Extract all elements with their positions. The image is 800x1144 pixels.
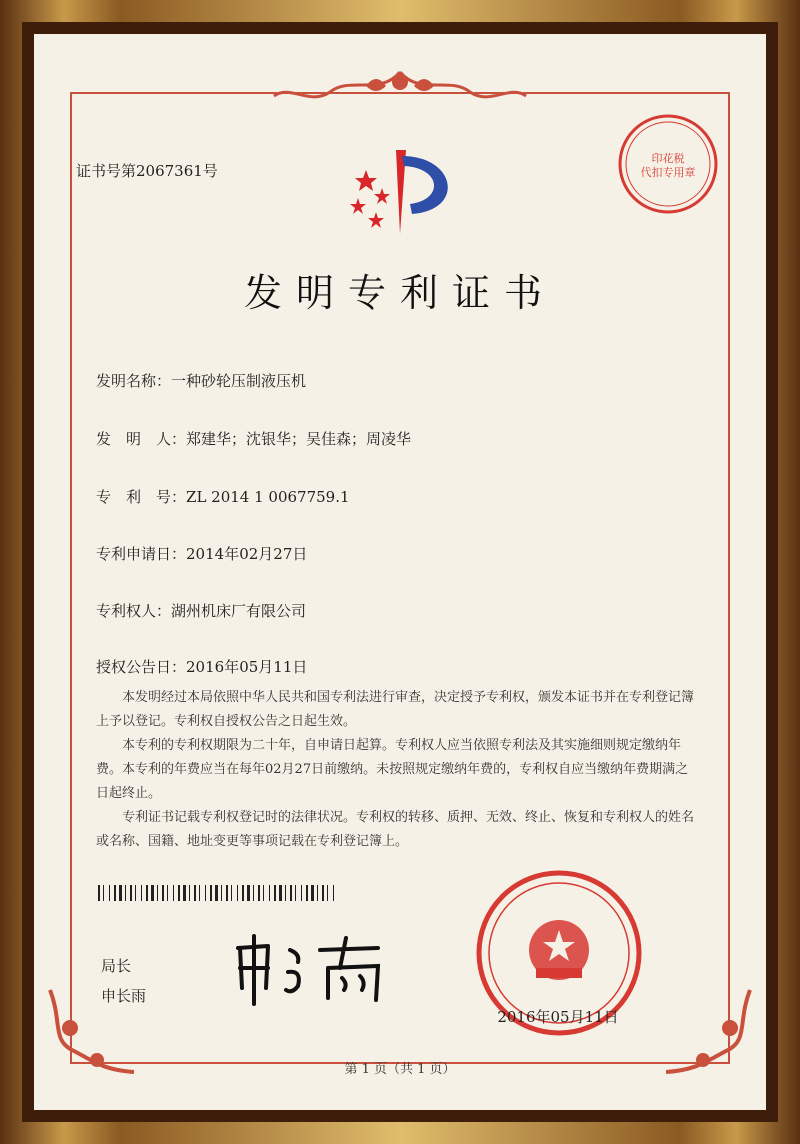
page-footer: 第 1 页（共 1 页） xyxy=(344,1062,456,1077)
field-value: 2014年02月27日 xyxy=(186,545,308,563)
field-label: 发明名称： xyxy=(96,372,172,390)
page-title: 发明专利证书 xyxy=(243,271,556,315)
field-inventors xyxy=(96,428,411,449)
director-title: 局长 xyxy=(101,957,132,975)
top-ornament-icon xyxy=(270,66,530,110)
field-patentee xyxy=(96,600,306,621)
field-patent-number xyxy=(96,486,350,507)
field-label: 发 明 人： xyxy=(96,430,187,448)
field-label: 授权公告日： xyxy=(96,658,187,676)
field-value: 郑建华；沈银华；吴佳森；周凌华 xyxy=(186,430,412,448)
svg-text:印花税: 印花税 xyxy=(651,152,685,165)
field-label: 专利申请日： xyxy=(96,545,187,563)
field-value: 湖州机床厂有限公司 xyxy=(171,602,307,620)
field-label: 专利权人： xyxy=(96,602,172,620)
field-label: 专 利 号： xyxy=(96,488,187,506)
field-invention-name xyxy=(96,370,306,391)
body-paragraph: 本专利的专利权期限为二十年，自申请日起算。专利权人应当依照专利法及其实施细则规定缴纳年费。本专利的年费应当在每年02月27日前缴纳。未按照规定缴纳年费的，专利权自应当缴纳年费期满之日起终止。 xyxy=(96,738,689,801)
field-value: ZL 2014 1 0067759.1 xyxy=(186,488,350,506)
patent-office-logo-icon xyxy=(336,150,466,240)
field-grant-date xyxy=(96,656,307,677)
field-value: 2016年05月11日 xyxy=(186,658,308,676)
barcode-icon xyxy=(98,885,338,901)
svg-text:代扣专用章: 代扣专用章 xyxy=(640,166,696,179)
certificate-body xyxy=(96,686,696,854)
body-paragraph: 本发明经过本局依照中华人民共和国专利法进行审查，决定授予专利权，颁发本证书并在专利登记簿上予以登记。专利权自授权公告之日起生效。 xyxy=(96,690,695,729)
director-name: 申长雨 xyxy=(101,987,147,1005)
field-value: 一种砂轮压制液压机 xyxy=(171,372,307,390)
certificate-number: 证书号第2067361号 xyxy=(76,162,218,180)
body-paragraph: 专利证书记载专利权登记时的法律状况。专利权的转移、质押、无效、终止、恢复和专利权人的姓名或名称、国籍、地址变更等事项记载在专利登记簿上。 xyxy=(96,810,695,849)
handwritten-signature-icon xyxy=(228,928,408,1008)
seal-date: 2016年05月11日 xyxy=(497,1008,619,1026)
field-filing-date xyxy=(96,543,307,564)
tax-seal xyxy=(616,112,720,216)
